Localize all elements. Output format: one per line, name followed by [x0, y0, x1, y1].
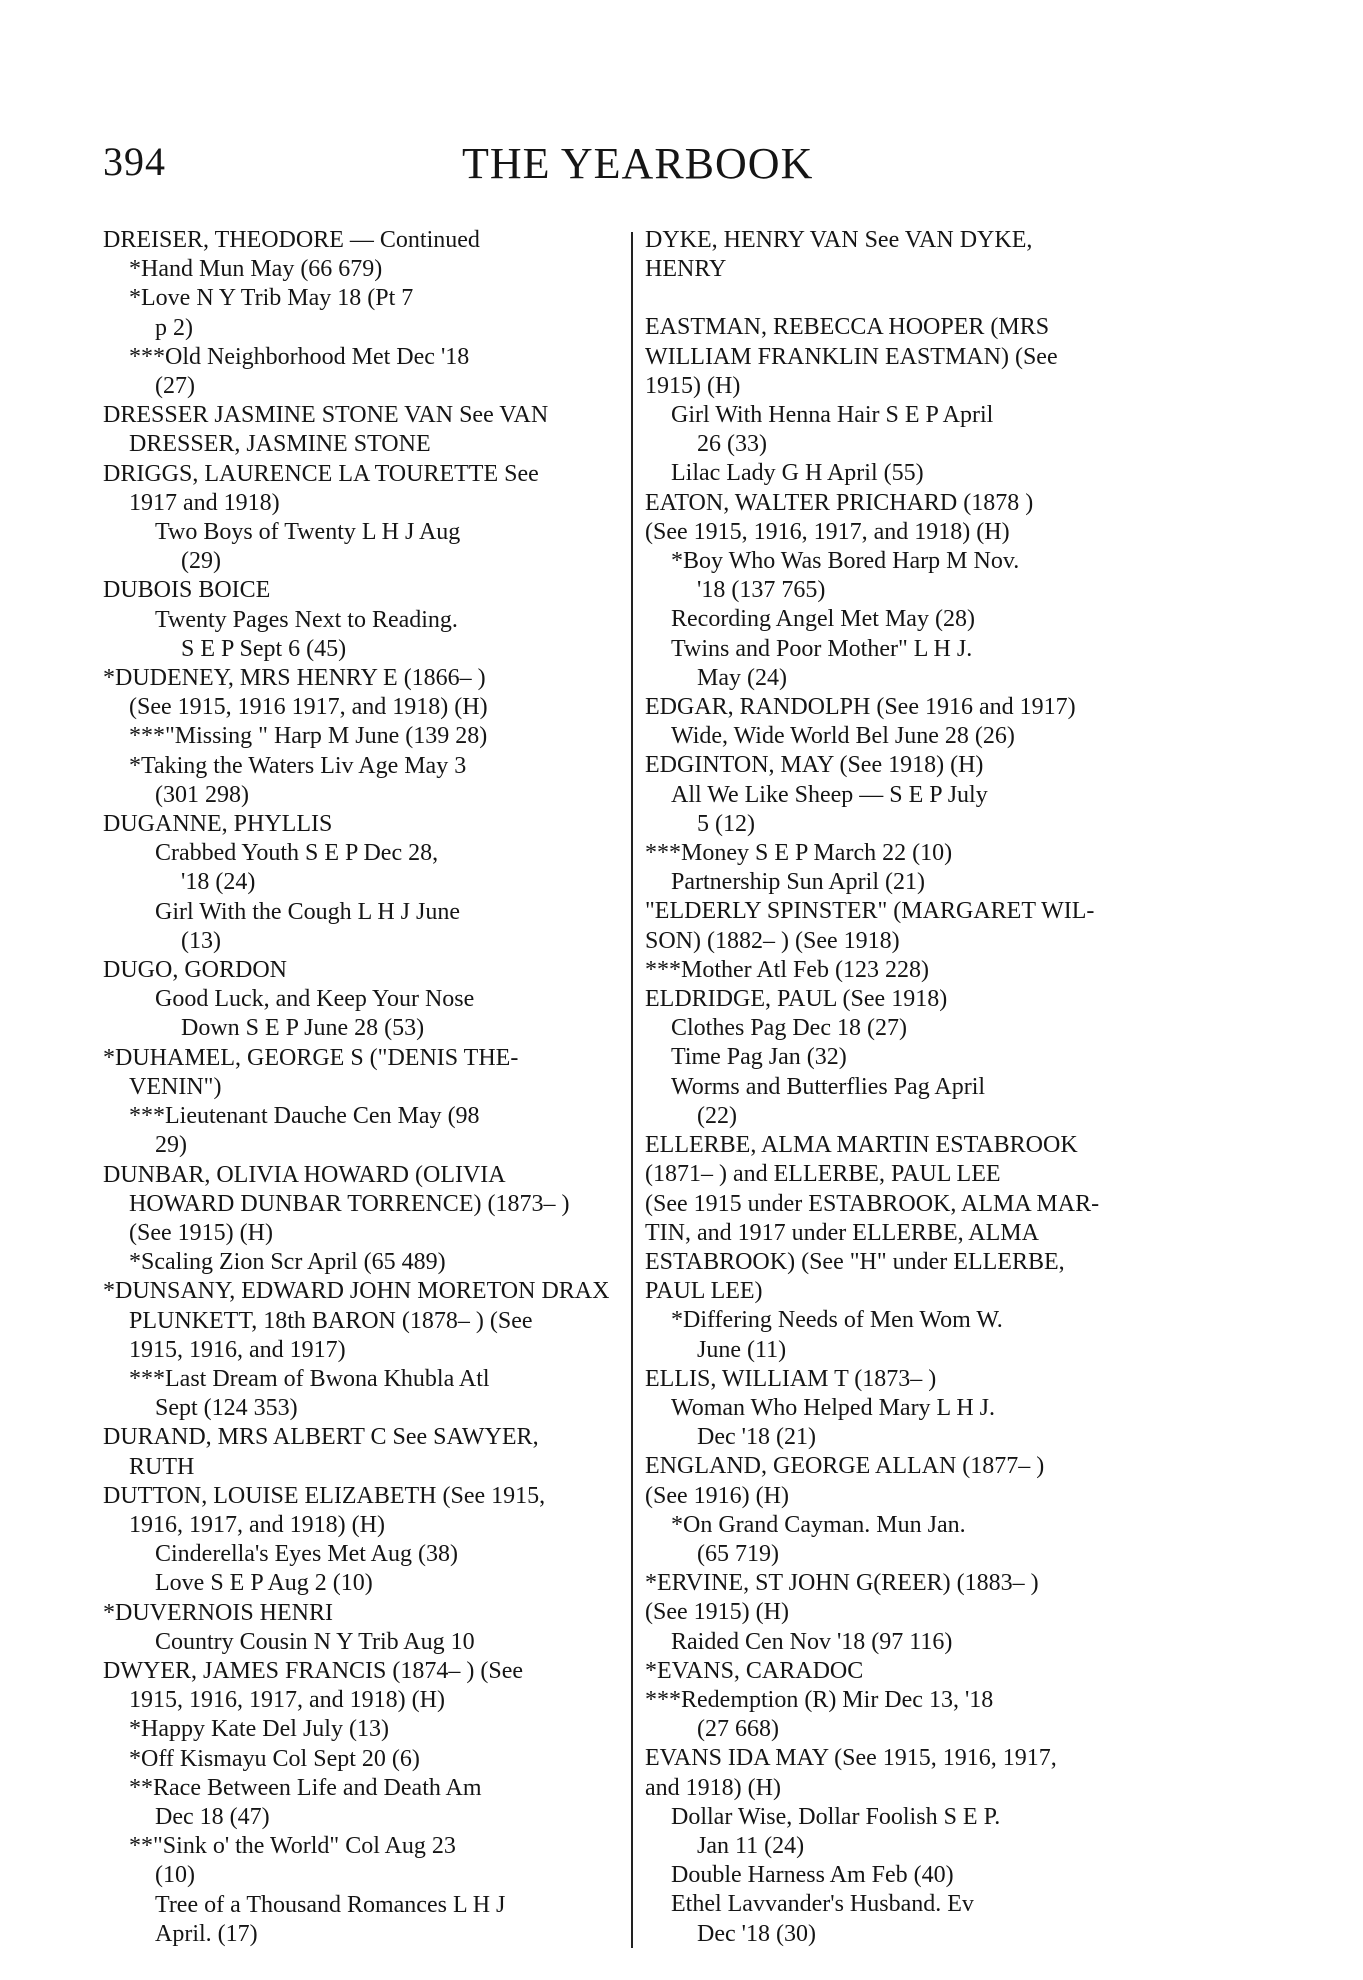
entry-line: Lilac Lady G H April (55): [671, 460, 924, 487]
entry-line: June (11): [697, 1336, 787, 1363]
entry-line: Double Harness Am Feb (40): [671, 1862, 954, 1889]
entry-line: May (24): [697, 664, 787, 691]
entry-line: Girl With Henna Hair S E P April: [671, 402, 994, 429]
entry-line: *ERVINE, ST JOHN G(REER) (1883– ): [645, 1570, 1039, 1597]
entry-line: WILLIAM FRANKLIN EASTMAN) (See: [645, 343, 1058, 370]
left-column: [103, 226, 623, 1949]
entry-line: Dec 18 (47): [155, 1803, 270, 1830]
entry-line: *DUDENEY, MRS HENRY E (1866– ): [103, 665, 486, 692]
column-divider: [631, 232, 633, 1948]
entry-line: ESTABROOK) (See "H" under ELLERBE,: [645, 1248, 1065, 1275]
entry-line: DURAND, MRS ALBERT C See SAWYER,: [103, 1424, 539, 1451]
entry-line: *DUNSANY, EDWARD JOHN MORETON DRAX: [103, 1278, 610, 1305]
entry-line: ENGLAND, GEORGE ALLAN (1877– ): [645, 1453, 1045, 1480]
entry-line: 26 (33): [697, 431, 767, 458]
entry-line: (27): [155, 373, 195, 400]
entry-line: ***Old Neighborhood Met Dec '18: [129, 343, 470, 370]
entry-line: *Happy Kate Del July (13): [129, 1716, 389, 1743]
right-column: [645, 226, 1167, 1949]
entry-line: DUBOIS BOICE: [103, 577, 271, 604]
entry-line: DREISER, THEODORE — Continued: [103, 227, 480, 253]
entry-line: Jan 11 (24): [697, 1832, 805, 1859]
entry-line: DRIGGS, LAURENCE LA TOURETTE See: [103, 460, 539, 487]
entry-line: *Off Kismayu Col Sept 20 (6): [129, 1745, 420, 1772]
entry-line: DRESSER JASMINE STONE VAN See VAN: [103, 402, 549, 429]
entry-line: 1915, 1916, and 1917): [129, 1336, 346, 1363]
entry-line: 1915, 1916, 1917, and 1918) (H): [129, 1687, 445, 1714]
entry-line: DYKE, HENRY VAN See VAN DYKE,: [645, 227, 1033, 253]
entry-line: 5 (12): [697, 810, 755, 837]
entry-line: ***Last Dream of Bwona Khubla Atl: [129, 1365, 490, 1392]
entry-line: p 2): [155, 314, 193, 341]
page-number: 394: [103, 139, 166, 184]
entry-line: EASTMAN, REBECCA HOOPER (MRS: [645, 314, 1050, 341]
entry-line: ***Mother Atl Feb (123 228): [645, 956, 929, 983]
entry-line: (10): [155, 1862, 195, 1889]
entry-line: EDGINTON, MAY (See 1918) (H): [645, 752, 984, 779]
entry-line: Clothes Pag Dec 18 (27): [671, 1015, 907, 1042]
entry-line: HENRY: [645, 256, 727, 283]
entry-line: *Scaling Zion Scr April (65 489): [129, 1249, 446, 1276]
entry-line: April. (17): [155, 1920, 258, 1947]
entry-line: DUGO, GORDON: [103, 957, 287, 984]
entry-line: ELDRIDGE, PAUL (See 1918): [645, 986, 948, 1013]
entry-line: 1915) (H): [645, 372, 741, 399]
entry-line: and 1918) (H): [645, 1774, 781, 1801]
entry-line: ***Redemption (R) Mir Dec 13, '18: [645, 1686, 994, 1713]
entry-line: '18 (24): [181, 869, 256, 896]
entry-line: Love S E P Aug 2 (10): [155, 1570, 373, 1597]
entry-line: (301 298): [155, 781, 249, 808]
entry-line: DRESSER, JASMINE STONE: [129, 431, 431, 458]
entry-line: 1917 and 1918): [129, 489, 280, 516]
entry-line: *Hand Mun May (66 679): [129, 256, 383, 283]
entry-line: Girl With the Cough L H J June: [155, 898, 461, 925]
entry-line: *EVANS, CARADOC: [645, 1657, 864, 1684]
entry-line: *On Grand Cayman. Mun Jan.: [671, 1511, 966, 1538]
entry-line: Worms and Butterflies Pag April: [671, 1073, 986, 1100]
entry-line: *DUHAMEL, GEORGE S ("DENIS THE-: [103, 1044, 519, 1071]
entry-line: **Race Between Life and Death Am: [129, 1774, 482, 1801]
entry-line: SON) (1882– ) (See 1918): [645, 927, 900, 954]
entry-line: PAUL LEE): [645, 1278, 763, 1305]
entry-line: Twins and Poor Mother" L H J.: [671, 635, 973, 662]
entry-line: (27 668): [697, 1716, 779, 1743]
entry-line: RUTH: [129, 1453, 195, 1480]
entry-line: **"Sink o' the World" Col Aug 23: [129, 1833, 456, 1860]
entry-line: (See 1915) (H): [129, 1219, 273, 1246]
entry-line: (29): [181, 548, 221, 575]
entry-gap: [645, 284, 1167, 313]
entry-line: (See 1915, 1916 1917, and 1918) (H): [129, 694, 488, 721]
entry-line: Good Luck, and Keep Your Nose: [155, 986, 475, 1013]
entry-line: (See 1915, 1916, 1917, and 1918) (H): [645, 518, 1010, 545]
entry-line: PLUNKETT, 18th BARON (1878– ) (See: [129, 1307, 533, 1334]
entry-line: (13): [181, 927, 221, 954]
entry-line: Wide, Wide World Bel June 28 (26): [671, 723, 1015, 750]
entry-line: (See 1916) (H): [645, 1482, 789, 1509]
entry-line: Time Pag Jan (32): [671, 1044, 847, 1071]
entry-line: ELLIS, WILLIAM T (1873– ): [645, 1365, 937, 1392]
entry-line: 29): [155, 1132, 187, 1159]
entry-line: (See 1915 under ESTABROOK, ALMA MAR-: [645, 1190, 1100, 1217]
entry-line: *DUVERNOIS HENRI: [103, 1599, 333, 1626]
entry-line: DUGANNE, PHYLLIS: [103, 811, 333, 838]
entry-line: Cinderella's Eyes Met Aug (38): [155, 1541, 458, 1568]
entry-line: Dec '18 (30): [697, 1920, 816, 1947]
entry-line: Down S E P June 28 (53): [181, 1015, 425, 1042]
entry-line: Dec '18 (21): [697, 1424, 816, 1451]
entry-line: S E P Sept 6 (45): [181, 635, 347, 662]
entry-line: (65 719): [697, 1540, 779, 1567]
entry-line: DUTTON, LOUISE ELIZABETH (See 1915,: [103, 1482, 546, 1509]
entry-line: Woman Who Helped Mary L H J.: [671, 1394, 995, 1421]
entry-line: (1871– ) and ELLERBE, PAUL LEE: [645, 1161, 1001, 1188]
entry-line: Twenty Pages Next to Reading.: [155, 606, 458, 633]
entry-line: TIN, and 1917 under ELLERBE, ALMA: [645, 1219, 1039, 1246]
entry-line: EDGAR, RANDOLPH (See 1916 and 1917): [645, 694, 1076, 721]
entry-line: Raided Cen Nov '18 (97 116): [671, 1628, 953, 1655]
entry-line: *Taking the Waters Liv Age May 3: [129, 752, 467, 779]
entry-line: EATON, WALTER PRICHARD (1878 ): [645, 489, 1034, 516]
entry-line: ***Lieutenant Dauche Cen May (98: [129, 1103, 480, 1130]
entry-line: 1916, 1917, and 1918) (H): [129, 1511, 385, 1538]
entry-line: ELLERBE, ALMA MARTIN ESTABROOK: [645, 1132, 1078, 1159]
entry-line: DWYER, JAMES FRANCIS (1874– ) (See: [103, 1657, 523, 1684]
entry-line: (See 1915) (H): [645, 1599, 789, 1626]
entry-line: Dollar Wise, Dollar Foolish S E P.: [671, 1803, 1001, 1830]
entry-line: HOWARD DUNBAR TORRENCE) (1873– ): [129, 1190, 570, 1217]
entry-line: All We Like Sheep — S E P July: [671, 781, 988, 808]
running-head: THE YEARBOOK: [462, 139, 814, 188]
entry-line: *Love N Y Trib May 18 (Pt 7: [129, 285, 414, 312]
entry-line: Country Cousin N Y Trib Aug 10: [155, 1628, 475, 1655]
entry-line: (22): [697, 1102, 737, 1129]
entry-line: *Boy Who Was Bored Harp M Nov.: [671, 548, 1020, 575]
entry-line: "ELDERLY SPINSTER" (MARGARET WIL-: [645, 898, 1095, 925]
entry-line: ***Money S E P March 22 (10): [645, 840, 953, 867]
entry-line: VENIN"): [129, 1073, 222, 1100]
entry-line: Ethel Lavvander's Husband. Ev: [671, 1891, 974, 1918]
entry-line: Recording Angel Met May (28): [671, 606, 975, 633]
entry-line: DUNBAR, OLIVIA HOWARD (OLIVIA: [103, 1161, 506, 1188]
entry-line: Two Boys of Twenty L H J Aug: [155, 519, 461, 546]
entry-line: '18 (137 765): [697, 577, 826, 604]
entry-line: Partnership Sun April (21): [671, 869, 925, 896]
entry-line: Tree of a Thousand Romances L H J: [155, 1891, 506, 1918]
entry-line: Sept (124 353): [155, 1395, 298, 1422]
entry-line: *Differing Needs of Men Wom W.: [671, 1307, 1003, 1334]
entry-line: Crabbed Youth S E P Dec 28,: [155, 840, 439, 867]
entry-line: ***"Missing " Harp M June (139 28): [129, 723, 488, 750]
entry-line: EVANS IDA MAY (See 1915, 1916, 1917,: [645, 1745, 1057, 1772]
